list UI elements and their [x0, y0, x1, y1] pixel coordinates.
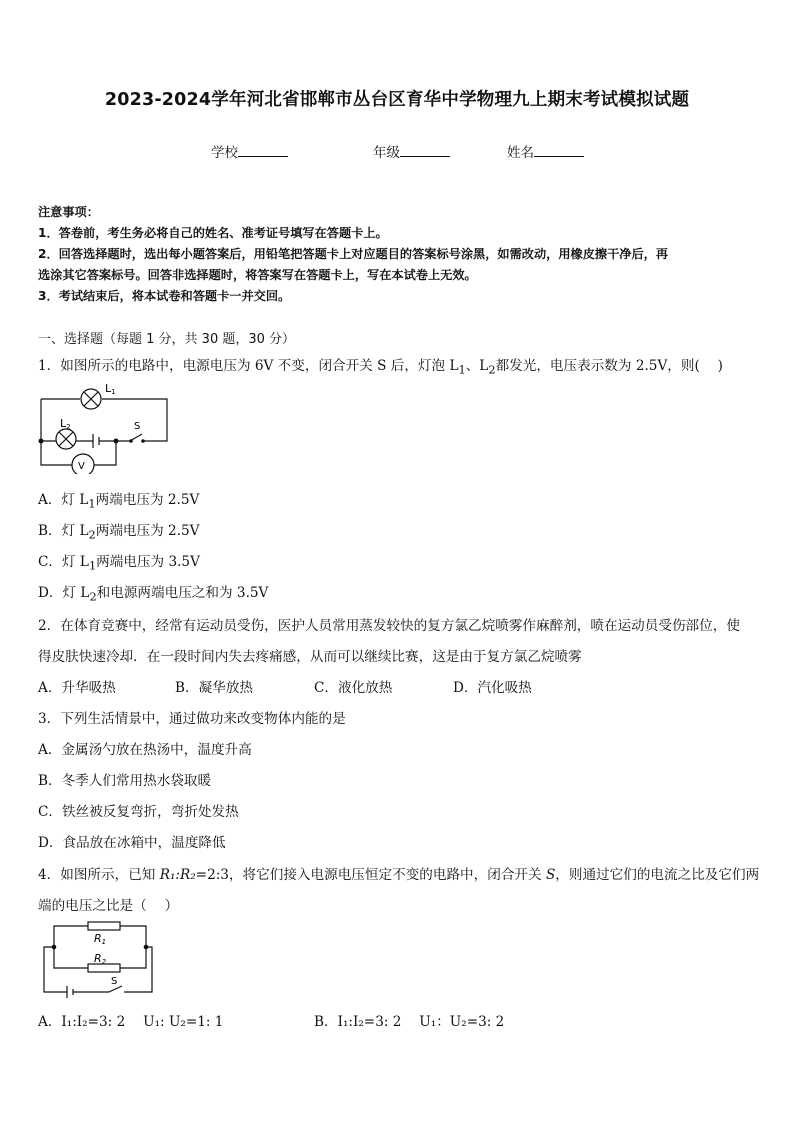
q4-s-label: S [111, 976, 118, 987]
q4-stem-line2: 端的电压之比是（ ） [38, 898, 179, 914]
page-title: 2023-2024学年河北省邯郸市丛台区育华中学物理九上期末考试模拟试题 [104, 90, 690, 110]
name-field [507, 141, 584, 161]
section-heading: 一、选择题（每题 1 分，共 30 题，30 分） [38, 332, 296, 347]
school-field [211, 141, 288, 161]
q2-stem-line2: 得皮肤快速冷却．在一段时间内失去疼痛感，从而可以继续比赛，这是由于复方氯乙烷喷雾 [38, 649, 582, 665]
q3-option-c: C．铁丝被反复弯折，弯折处发热 [38, 804, 239, 820]
grade-label: 年级 [373, 145, 400, 161]
q1-l2-label: L2 [60, 417, 71, 431]
q3-stem: 3．下列生活情景中，通过做功来改变物体内能的是 [38, 711, 346, 727]
school-label: 学校 [211, 145, 238, 161]
school-blank [238, 144, 288, 157]
grade-blank [400, 144, 450, 157]
note-1: 1．答卷前，考生务必将自己的姓名、准考证号填写在答题卡上。 [38, 226, 388, 240]
note-2-line1: 2．回答选择题时，选出每小题答案后，用铅笔把答题卡上对应题目的答案标号涂黑，如需改动，用橡皮擦干净后，再 [38, 247, 669, 261]
note-2-line2: 选涂其它答案标号。回答非选择题时，将答案写在答题卡上，写在本试卷上无效。 [38, 268, 477, 282]
q4-stem-line1: 4．如图所示，已知 R₁:R₂=2:3，将它们接入电源电压恒定不变的电路中，闭合开关 S，则通过它们的电流之比及它们两 [38, 867, 760, 883]
note-3: 3．考试结束后，将本试卷和答题卡一并交回。 [38, 289, 291, 303]
q1-v-label: V [78, 461, 85, 472]
q4-option-a: A．I₁:I₂=3: 2 U₁: U₂=1: 1 [38, 1014, 224, 1030]
q3-option-a: A．金属汤勺放在热汤中，温度升高 [38, 742, 252, 758]
q4-r2-label: R2 [94, 952, 107, 966]
q3-option-d: D．食品放在冰箱中，温度降低 [38, 835, 226, 851]
q2-option-b: B．凝华放热 [175, 680, 253, 696]
q1-s-label: S [134, 421, 141, 432]
name-blank [534, 144, 584, 157]
q1-option-c: C．灯 $L_1$两端电压为 3.5V [38, 554, 200, 573]
notes-heading: 注意事项： [38, 205, 99, 219]
q4-r1-label: R1 [94, 932, 107, 946]
q1-option-a: A．灯 $L_1$两端电压为 2.5V [38, 492, 200, 511]
q1-stem: 1．如图所示的电路中，电源电压为 6V 不变，闭合开关 S 后，灯泡 $L_1$、$L_2$都发光，电压表示数为 2.5V，则( ) [38, 358, 723, 377]
q2-option-a: A．升华吸热 [38, 680, 116, 696]
q1-l1-label: L1 [105, 382, 116, 396]
q1-option-b: B．灯 $L_2$两端电压为 2.5V [38, 523, 200, 542]
name-label: 姓名 [507, 145, 534, 161]
q2-option-d: D．汽化吸热 [453, 680, 532, 696]
q2-stem-line1: 2．在体育竞赛中，经常有运动员受伤，医护人员常用蒸发较快的复方氯乙烷喷雾作麻醉剂，喷在运动员受伤部位，使 [38, 618, 740, 634]
q4-option-b: B．I₁:I₂=3: 2 U₁：U₂=3: 2 [314, 1014, 505, 1030]
q1-circuit-diagram [36, 378, 171, 474]
q1-option-d: D．灯 $L_2$和电源两端电压之和为 3.5V [38, 585, 269, 604]
grade-field [373, 141, 450, 161]
q4-circuit-diagram [36, 918, 161, 1000]
q2-option-c: C．液化放热 [314, 680, 393, 696]
q3-option-b: B．冬季人们常用热水袋取暖 [38, 773, 212, 789]
